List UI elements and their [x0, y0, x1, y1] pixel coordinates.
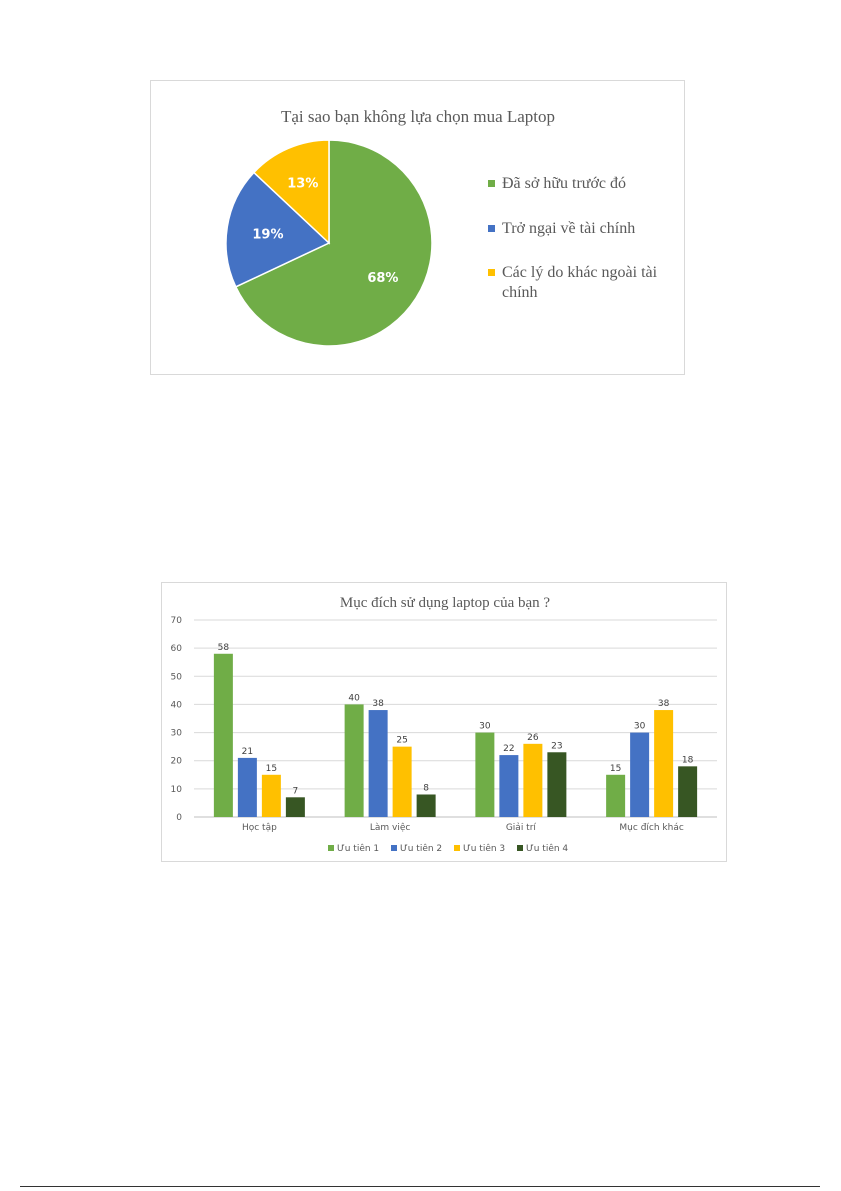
bar-data-label: 15	[609, 763, 622, 774]
x-category-label: Học tập	[241, 823, 277, 833]
bar-3-1	[475, 733, 494, 817]
bar-chart	[161, 582, 727, 862]
bar-3-2	[499, 755, 518, 817]
bar-legend-swatch-4	[517, 845, 523, 851]
bar-data-label: 38	[372, 699, 384, 710]
pie-data-label-2: 19%	[252, 227, 284, 243]
bar-data-label: 30	[633, 721, 646, 732]
bar-1-2	[238, 758, 257, 817]
bar-data-label: 8	[423, 783, 429, 794]
x-category-label: Giải trí	[505, 823, 536, 833]
y-tick-label: 50	[170, 672, 182, 683]
x-category-label: Mục đích khác	[619, 823, 684, 833]
bar-4-4	[678, 766, 697, 817]
y-tick-label: 70	[170, 616, 182, 626]
bar-4-1	[606, 775, 625, 817]
bar-data-label: 40	[348, 693, 360, 704]
bar-1-3	[262, 775, 281, 817]
bar-2-3	[393, 747, 412, 817]
bar-data-label: 30	[479, 721, 491, 732]
bar-data-label: 21	[241, 746, 254, 757]
pie-chart-title: Tại sao bạn không lựa chọn mua Laptop	[280, 107, 556, 126]
bar-data-label: 26	[527, 732, 539, 743]
bar-3-3	[523, 744, 542, 817]
bar-legend-label-2: Ưu tiên 2	[400, 844, 443, 854]
bar-chart-title: Mục đích sử dụng laptop của bạn ?	[339, 595, 551, 611]
bar-data-label: 58	[217, 642, 230, 653]
bar-2-2	[369, 710, 388, 817]
y-tick-label: 60	[170, 644, 182, 655]
bar-1-1	[214, 654, 233, 817]
x-category-label: Làm việc	[369, 823, 411, 833]
bar-legend-label-1: Ưu tiên 1	[337, 844, 380, 854]
bar-data-label: 23	[551, 741, 563, 752]
y-tick-label: 40	[170, 700, 182, 711]
pie-legend-label-1: Đã sở hữu trước đó	[502, 175, 627, 192]
bar-2-1	[345, 704, 364, 817]
pie-legend-label-3: chính	[502, 284, 538, 301]
bar-2-4	[417, 794, 436, 817]
bar-data-label: 18	[681, 755, 694, 766]
bar-chart-svg	[162, 583, 728, 863]
bar-legend-swatch-2	[391, 845, 397, 851]
pie-legend-swatch-1	[488, 180, 495, 187]
bar-data-label: 15	[265, 763, 278, 774]
bar-legend-swatch-1	[328, 845, 334, 851]
pie-legend-label-2: Trở ngại về tài chính	[502, 220, 636, 237]
y-tick-label: 0	[176, 813, 182, 823]
pie-chart-svg	[151, 81, 686, 376]
bar-data-label: 22	[503, 744, 515, 755]
pie-data-label-3: 13%	[287, 176, 319, 192]
pie-chart	[150, 80, 685, 375]
bar-4-3	[654, 710, 673, 817]
bar-legend-swatch-3	[454, 845, 460, 851]
bar-1-4	[286, 797, 305, 817]
pie-data-label-1: 68%	[367, 271, 399, 287]
bar-data-label: 7	[292, 786, 299, 797]
bar-legend-label-4: Ưu tiên 4	[526, 844, 569, 854]
page-bottom-rule	[20, 1186, 820, 1187]
bar-3-4	[547, 752, 566, 817]
bar-data-label: 25	[396, 735, 408, 746]
bar-legend-label-3: Ưu tiên 3	[463, 844, 506, 854]
bar-4-2	[630, 733, 649, 817]
pie-legend-swatch-3	[488, 269, 495, 276]
pie-legend-label-3: Các lý do khác ngoài tài	[502, 264, 658, 281]
bar-data-label: 38	[657, 699, 670, 710]
y-tick-label: 20	[170, 756, 182, 767]
pie-legend-swatch-2	[488, 225, 495, 232]
y-tick-label: 30	[170, 728, 182, 739]
y-tick-label: 10	[170, 784, 182, 795]
